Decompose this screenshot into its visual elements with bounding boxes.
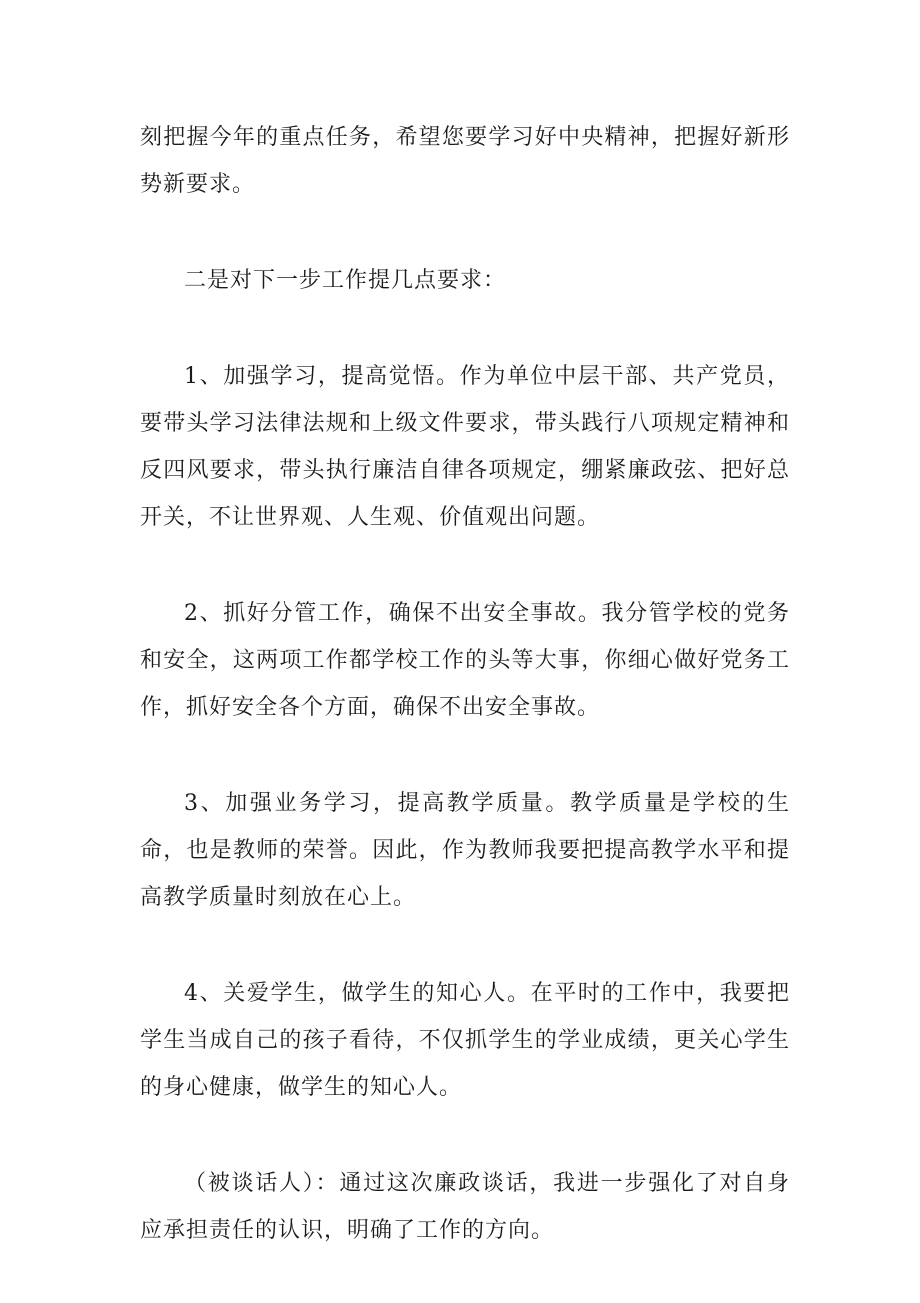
paragraph-interviewee-response: （被谈话人）：通过这次廉政谈话，我进一步强化了对自身应承担责任的认识，明确了工作的方向。 [140,1171,790,1243]
paragraph-continuation: 刻把握今年的重点任务，希望您要学习好中央精神，把握好新形势新要求。 [140,125,790,197]
paragraph-requirements-intro: 二是对下一步工作提几点要求： [184,268,507,293]
paragraph-requirement-3: 3、加强业务学习，提高教学质量。教学质量是学校的生命，也是教师的荣誉。因此，作为教师我要把提高教学水平和提高教学质量时刻放在心上。 [140,791,790,910]
paragraph-requirement-2: 2、抓好分管工作，确保不出安全事故。我分管学校的党务和安全，这两项工作都学校工作的头等大事，你细心做好党务工作，抓好安全各个方面，确保不出安全事故。 [140,601,790,720]
document-body [140,114,790,1303]
paragraph-requirement-4: 4、关爱学生，做学生的知心人。在平时的工作中，我要把学生当成自己的孩子看待，不仅抓学生的学业成绩，更关心学生的身心健康，做学生的知心人。 [140,981,790,1100]
paragraph-requirement-1: 1、加强学习，提高觉悟。作为单位中层干部、共产党员，要带头学习法律法规和上级文件要求，带头践行八项规定精神和反四风要求，带头执行廉洁自律各项规定，绷紧廉政弦、把好总开关，不让世界观、人生观、价值观出问题。 [140,364,790,530]
